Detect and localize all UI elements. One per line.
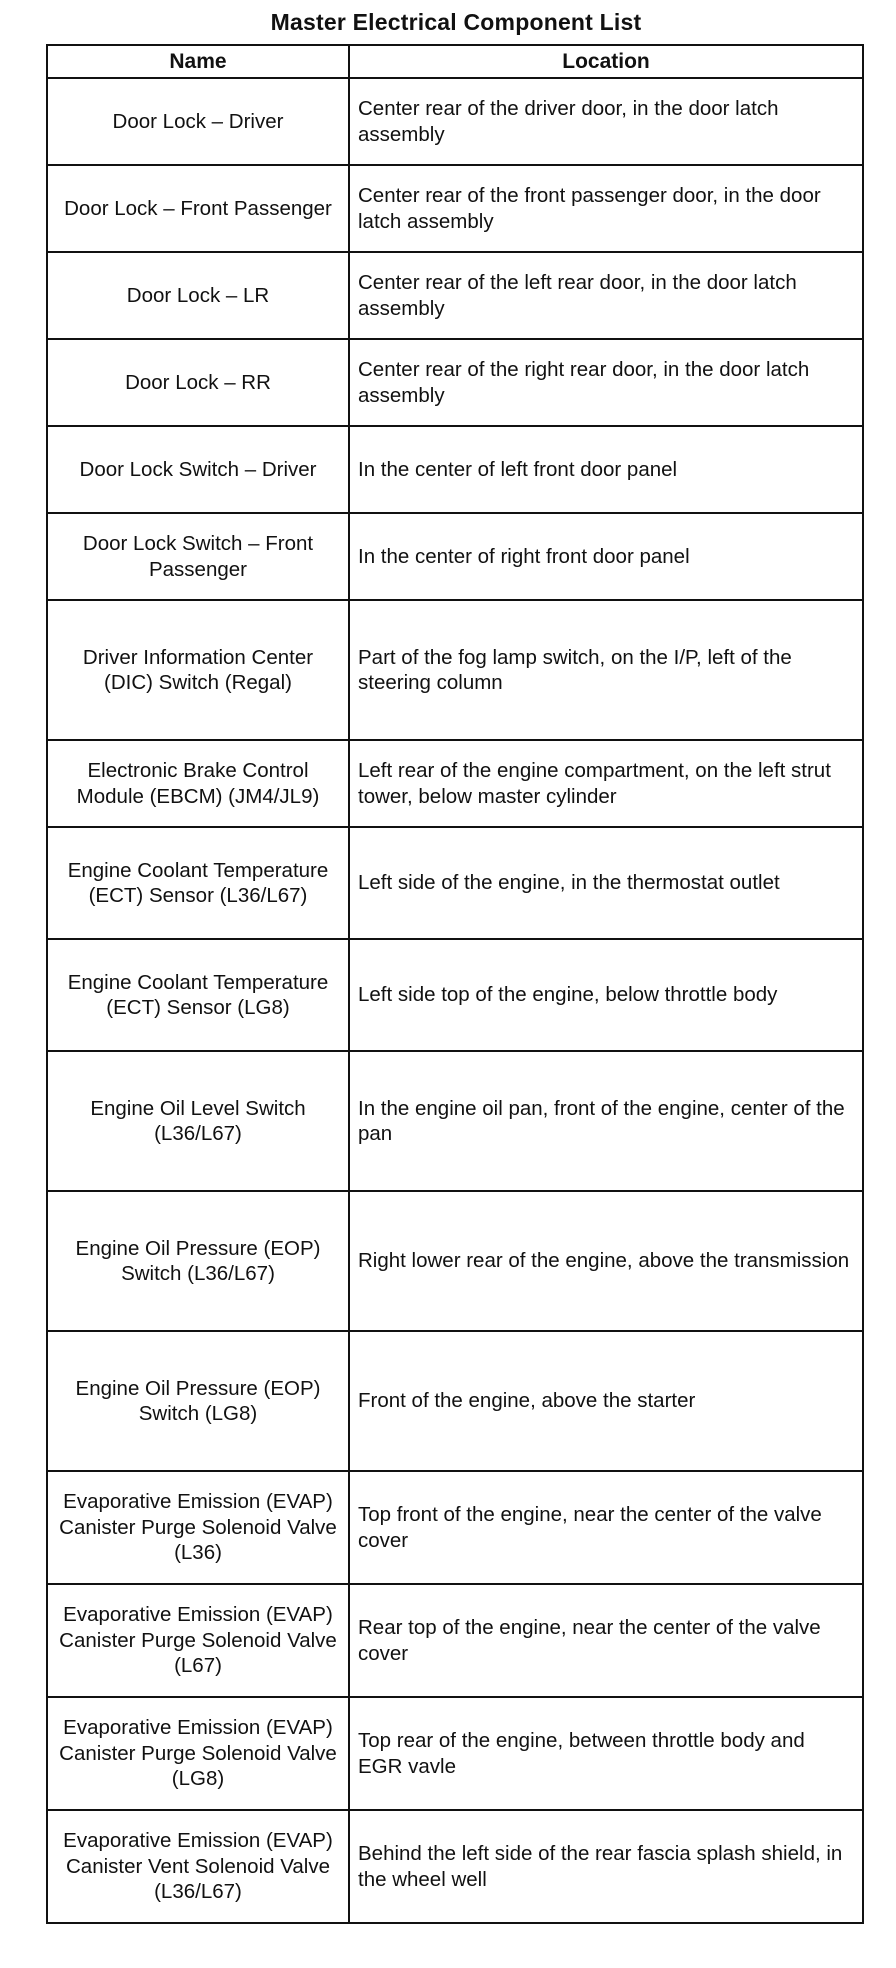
component-name-cell: Door Lock Switch – Driver [47, 426, 349, 513]
component-name-cell: Evaporative Emission (EVAP) Canister Purge Solenoid Valve (L36) [47, 1471, 349, 1584]
component-name-cell: Evaporative Emission (EVAP) Canister Purge Solenoid Valve (LG8) [47, 1697, 349, 1810]
component-location-cell: Center rear of the right rear door, in the door latch assembly [349, 339, 863, 426]
column-header-location: Location [349, 45, 863, 78]
component-name-cell: Door Lock Switch – Front Passenger [47, 513, 349, 600]
component-location-cell: Center rear of the front passenger door, in the door latch assembly [349, 165, 863, 252]
table-row [47, 513, 863, 600]
table-row [47, 1810, 863, 1923]
component-name-cell: Engine Oil Pressure (EOP) Switch (LG8) [47, 1331, 349, 1471]
component-name-cell: Driver Information Center (DIC) Switch (Regal) [47, 600, 349, 740]
component-name-cell: Electronic Brake Control Module (EBCM) (JM4/JL9) [47, 740, 349, 827]
table-row [47, 1051, 863, 1191]
table-row [47, 1471, 863, 1584]
component-name-cell: Engine Coolant Temperature (ECT) Sensor (LG8) [47, 939, 349, 1051]
component-location-cell: In the center of right front door panel [349, 513, 863, 600]
component-location-cell: Left rear of the engine compartment, on the left strut tower, below master cylinder [349, 740, 863, 827]
page-title: Master Electrical Component List [270, 9, 642, 35]
table-row [47, 1191, 863, 1331]
table-row [47, 1584, 863, 1697]
component-name-cell: Evaporative Emission (EVAP) Canister Vent Solenoid Valve (L36/L67) [47, 1810, 349, 1923]
component-location-cell: Center rear of the left rear door, in the door latch assembly [349, 252, 863, 339]
component-location-cell: Left side top of the engine, below throttle body [349, 939, 863, 1051]
component-location-cell: Top rear of the engine, between throttle body and EGR vavle [349, 1697, 863, 1810]
table-row [47, 165, 863, 252]
table-body [47, 78, 863, 1923]
table-row [47, 426, 863, 513]
table-row [47, 252, 863, 339]
component-table [46, 44, 864, 1924]
component-location-cell: Right lower rear of the engine, above the transmission [349, 1191, 863, 1331]
component-location-cell: In the engine oil pan, front of the engine, center of the pan [349, 1051, 863, 1191]
component-name-cell: Door Lock – Driver [47, 78, 349, 165]
table-row [47, 1331, 863, 1471]
table-row [47, 339, 863, 426]
component-name-cell: Door Lock – Front Passenger [47, 165, 349, 252]
table-row [47, 827, 863, 939]
table-row [47, 740, 863, 827]
component-location-cell: Center rear of the driver door, in the door latch assembly [349, 78, 863, 165]
table-row [47, 939, 863, 1051]
table-header-row [47, 45, 863, 78]
table-row [47, 1697, 863, 1810]
component-name-cell: Engine Oil Pressure (EOP) Switch (L36/L67) [47, 1191, 349, 1331]
component-name-cell: Engine Coolant Temperature (ECT) Sensor (L36/L67) [47, 827, 349, 939]
component-location-cell: Front of the engine, above the starter [349, 1331, 863, 1471]
component-location-cell: Left side of the engine, in the thermostat outlet [349, 827, 863, 939]
component-name-cell: Evaporative Emission (EVAP) Canister Purge Solenoid Valve (L67) [47, 1584, 349, 1697]
component-location-cell: In the center of left front door panel [349, 426, 863, 513]
component-name-cell: Door Lock – RR [47, 339, 349, 426]
component-name-cell: Door Lock – LR [47, 252, 349, 339]
component-location-cell: Part of the fog lamp switch, on the I/P, left of the steering column [349, 600, 863, 740]
component-location-cell: Behind the left side of the rear fascia splash shield, in the wheel well [349, 1810, 863, 1923]
component-location-cell: Top front of the engine, near the center of the valve cover [349, 1471, 863, 1584]
column-header-name: Name [47, 45, 349, 78]
table-row [47, 78, 863, 165]
table-row [47, 600, 863, 740]
component-location-cell: Rear top of the engine, near the center of the valve cover [349, 1584, 863, 1697]
component-name-cell: Engine Oil Level Switch (L36/L67) [47, 1051, 349, 1191]
